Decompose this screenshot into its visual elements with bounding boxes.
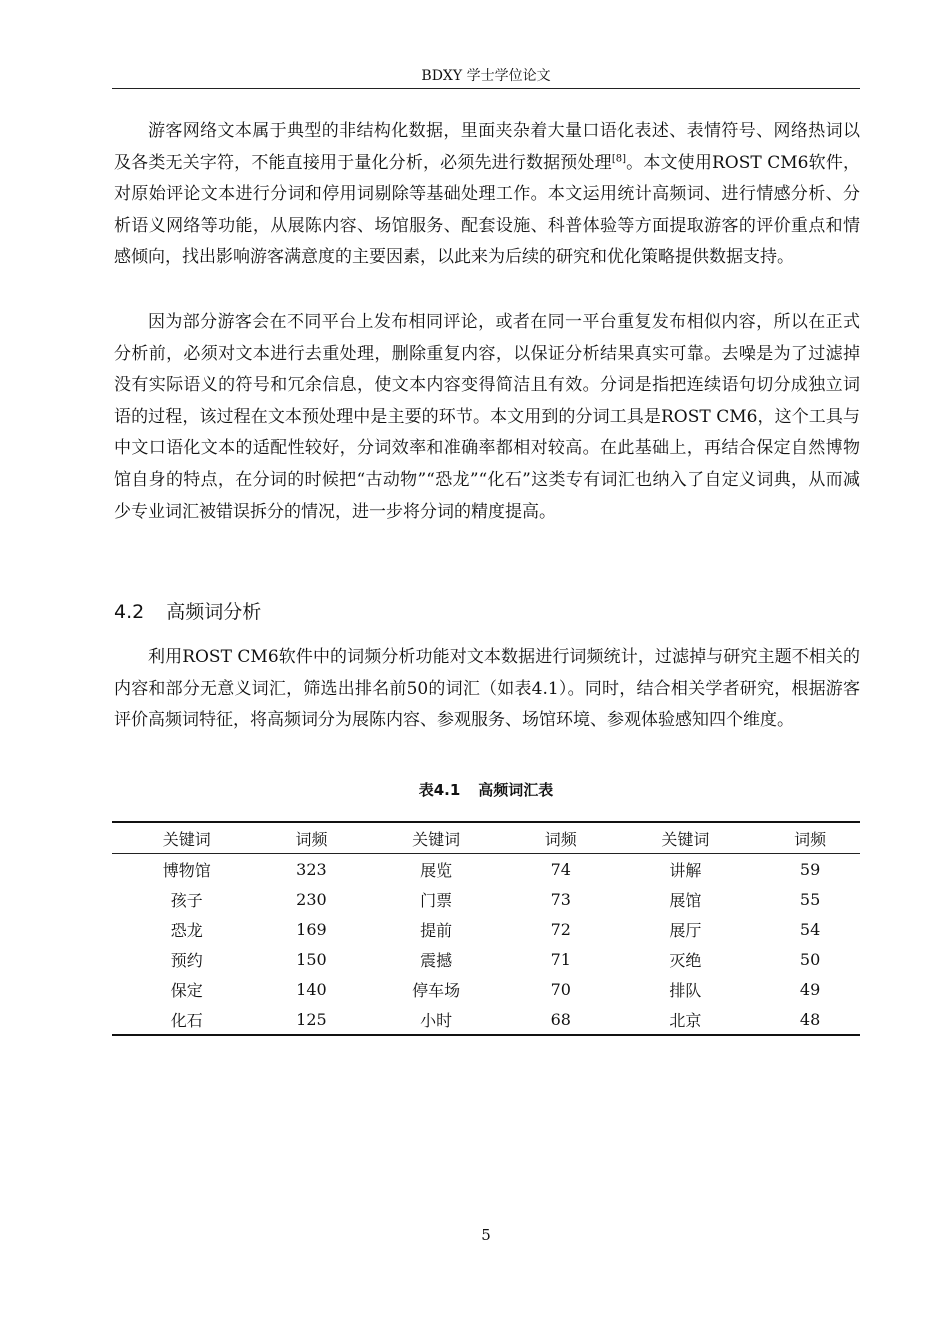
paragraph-preprocessing-intro: [114, 116, 860, 274]
table-cell: 孩子: [170, 890, 203, 910]
table-cell: 震撼: [420, 950, 453, 970]
table-cell: 49: [799, 979, 821, 999]
section-heading: [114, 598, 261, 626]
table-cell: 55: [799, 889, 821, 909]
table-row: [112, 944, 860, 974]
table-cell: 72: [550, 919, 571, 939]
table-cell: 48: [760, 1004, 860, 1035]
table-row: [112, 1004, 860, 1035]
table-cell: 提前: [420, 920, 453, 940]
table-cell: 73: [550, 889, 571, 909]
column-header: 关键词: [112, 822, 262, 854]
table-cell: 门票: [420, 890, 453, 910]
table-cell: 恐龙: [170, 920, 203, 940]
paragraph-text: 游客网络文本属于典型的非结构化数据，里面夹杂着大量口语化表述、表情符号、网络热词以及各类无关字符，不能直接用于量化分析，必须先进行数据预处理: [114, 121, 860, 173]
table-cell: 停车场: [412, 980, 461, 1000]
table-cell: 小时: [361, 1004, 511, 1035]
table-cell: 博物馆: [162, 860, 211, 880]
column-header: 关键词: [611, 822, 761, 854]
paragraph-text: 。本文使用ROST CM6软件，对原始评论文本进行分词和停用词剔除等基础处理工作。本文运用统计高频词、进行情感分析、分析语义网络等功能，从展陈内容、场馆服务、配套设施、科普体验等方面提取游客的评价重点和情感倾向，找出影响游客满意度的主要因素，以此来为后续的研究和优化策略提供数据支持。: [114, 152, 860, 268]
table-row: [112, 854, 860, 885]
table-cell: 150: [296, 949, 327, 969]
running-header: BDXY 学士学位论文: [421, 68, 551, 84]
table-row: [112, 914, 860, 944]
table-cell: 59: [799, 859, 821, 879]
table-cell: 讲解: [669, 860, 702, 880]
table-cell: 125: [262, 1004, 362, 1035]
table-row: [112, 974, 860, 1004]
table-cell: 70: [550, 979, 571, 999]
table-cell: 展览: [420, 860, 453, 880]
table-cell: 化石: [112, 1004, 262, 1035]
column-header: 词频: [262, 822, 362, 854]
header-rule: [112, 88, 860, 89]
table-cell: 灭绝: [669, 950, 702, 970]
table-cell: 74: [550, 859, 571, 879]
page-number: 5: [481, 1226, 491, 1244]
frequency-table: [112, 821, 860, 1036]
paragraph-frequency-analysis: [114, 642, 860, 737]
citation-ref[interactable]: [8]: [611, 152, 626, 164]
paragraph-text: 利用ROST CM6软件中的词频分析功能对文本数据进行词频统计，过滤掉与研究主题不相关的内容和部分无意义词汇，筛选出排名前50的词汇（如表4.1）。同时，结合相关学者研究，根据游客评价高频词特征，将高频词分为展陈内容、参观服务、场馆环境、参观体验感知四个维度。: [114, 647, 860, 731]
table-cell: 169: [296, 919, 327, 939]
table-header-row: [112, 822, 860, 854]
table-cell: 展馆: [669, 890, 702, 910]
paragraph-dedup-segmentation: [114, 307, 860, 528]
column-header: 关键词: [361, 822, 511, 854]
table-cell: 71: [550, 949, 571, 969]
table-cell: 54: [799, 919, 821, 939]
section-title: 高频词分析: [166, 601, 262, 623]
table-cell: 140: [296, 979, 327, 999]
table-cell: 50: [799, 949, 821, 969]
table-cell: 323: [296, 859, 327, 879]
table-caption-title: 高频词汇表: [478, 781, 554, 799]
paragraph-text: 因为部分游客会在不同平台上发布相同评论，或者在同一平台重复发布相似内容，所以在正式分析前，必须对文本进行去重处理，删除重复内容，以保证分析结果真实可靠。去噪是为了过滤掉没有实际语义的符号和冗余信息，使文本内容变得简洁且有效。分词是指把连续语句切分成独立词语的过程，该过程在文本预处理中是主要的环节。本文用到的分词工具是ROST CM6，这个工具与中文口语化文本的适配性较好，分词效率和准确率都相对较高。在此基础上，再结合保定自然博物馆自身的特点，在分词的时候把“古动物”“恐龙”“化石”这类专有词汇也纳入了自定义词典，从而减少专业词汇被错误拆分的情况，进一步将分词的精度提高。: [114, 312, 860, 522]
table-cell: 保定: [170, 980, 203, 1000]
table-cell: 230: [296, 889, 327, 909]
table-caption-number: 表4.1: [418, 781, 461, 799]
table-cell: 北京: [611, 1004, 761, 1035]
section-number: 4.2: [114, 601, 145, 623]
table-cell: 展厅: [669, 920, 702, 940]
column-header: 词频: [511, 822, 611, 854]
table-cell: 68: [511, 1004, 611, 1035]
table-cell: 排队: [669, 980, 702, 1000]
table-caption: [112, 779, 860, 800]
table-row: [112, 884, 860, 914]
column-header: 词频: [760, 822, 860, 854]
table-cell: 预约: [170, 950, 203, 970]
